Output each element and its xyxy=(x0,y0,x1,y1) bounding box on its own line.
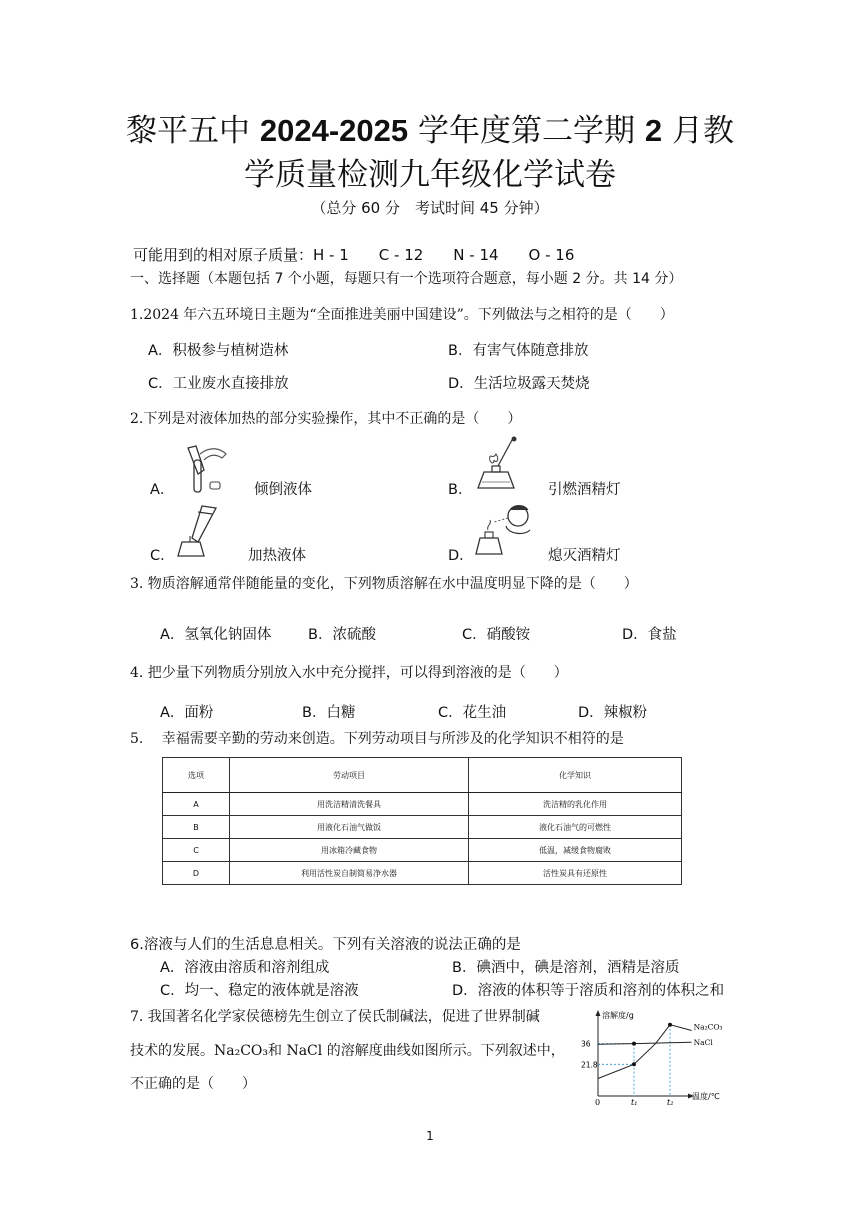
table-row xyxy=(163,816,682,839)
exam-title-line1: 黎平五中 2024-2025 学年度第二学期 2 月教 xyxy=(126,113,734,149)
q7-stem-line2: 技术的发展。Na₂CO₃和 NaCl 的溶解度曲线如图所示。下列叙述中， xyxy=(130,1043,565,1059)
q2-option-c-letter: C． xyxy=(150,548,175,564)
q2-option-d-label: 熄灭酒精灯 xyxy=(548,548,621,564)
q5-row-a-knowledge: 洗洁精的乳化作用 xyxy=(469,793,682,816)
x-tick-label: t₂ xyxy=(667,1098,674,1107)
q4-option-d: D．辣椒粉 xyxy=(578,705,648,721)
q5-row-a-option: A xyxy=(163,793,230,816)
page-number: 1 xyxy=(426,1129,434,1143)
x-tick-label: t₁ xyxy=(631,1098,638,1107)
y-tick-label: 36 xyxy=(581,1039,591,1049)
q5-stem: 5. 幸福需要辛勤的劳动来创造。下列劳动项目与所涉及的化学知识不相符的是 xyxy=(130,731,624,747)
q5-row-b-knowledge: 液化石油气的可燃性 xyxy=(469,816,682,839)
q2-stem: 2.下列是对液体加热的部分实验操作，其中不正确的是（ ） xyxy=(130,411,522,427)
data-point xyxy=(668,1023,672,1027)
q6-option-d: D．溶液的体积等于溶质和溶剂的体积之和 xyxy=(452,983,725,999)
q6-stem: 6.溶液与人们的生活息息相关。下列有关溶液的说法正确的是 xyxy=(130,937,521,953)
q1-option-a: A．积极参与植树造林 xyxy=(148,343,289,359)
q7-stem-line3: 不正确的是（ ） xyxy=(130,1076,256,1092)
exam-title-line2: 学质量检测九年级化学试卷 xyxy=(244,157,616,193)
q1-stem: 1.2024 年六五环境日主题为“全面推进美丽中国建设”。下列做法与之相符的是（ ） xyxy=(130,307,674,323)
heating-liquid-illustration xyxy=(168,502,232,562)
na2co3-curve xyxy=(598,1025,692,1079)
pouring-liquid-illustration xyxy=(170,440,234,496)
q3-option-b: B．浓硫酸 xyxy=(308,627,376,643)
q5-row-b-labor: 用液化石油气做饭 xyxy=(230,816,469,839)
q6-option-b: B．碘酒中，碘是溶剂，酒精是溶质 xyxy=(452,960,680,976)
q5-table-header-row xyxy=(163,758,682,793)
q4-option-a: A．面粉 xyxy=(160,705,214,721)
y-axis-label: 溶解度/g xyxy=(602,1011,634,1020)
table-row xyxy=(163,862,682,885)
q1-option-c: C．工业废水直接排放 xyxy=(148,376,289,392)
q2-option-a-letter: A． xyxy=(150,482,175,498)
table-row xyxy=(163,839,682,862)
y-axis-arrow xyxy=(596,1010,601,1016)
q5-row-d-labor: 利用活性炭自制简易净水器 xyxy=(230,862,469,885)
q4-stem: 4. 把少量下列物质分别放入水中充分搅拌，可以得到溶液的是（ ） xyxy=(130,665,568,681)
nacl-curve-label: NaCl xyxy=(693,1038,713,1048)
solubility-curve-chart xyxy=(580,1008,730,1108)
table-row xyxy=(163,793,682,816)
q4-option-b: B．白糖 xyxy=(302,705,356,721)
x-tick-label: 0 xyxy=(595,1098,601,1107)
section-1-heading: 一、选择题（本题包括 7 个小题，每题只有一个选项符合题意，每小题 2 分。共 14 分） xyxy=(130,271,683,287)
q5-row-c-labor: 用冰箱冷藏食物 xyxy=(230,839,469,862)
data-point xyxy=(632,1062,636,1066)
nacl-curve xyxy=(598,1042,692,1044)
q3-option-a: A．氢氧化钠固体 xyxy=(160,627,272,643)
exam-subtitle: （总分 60 分 考试时间 45 分钟） xyxy=(311,199,549,217)
q5-header-option: 选项 xyxy=(163,758,230,793)
x-axis-label: 温度/℃ xyxy=(692,1092,720,1101)
q7-stem-line1: 7. 我国著名化学家侯德榜先生创立了侯氏制碱法，促进了世界制碱 xyxy=(130,1009,540,1025)
q5-row-b-option: B xyxy=(163,816,230,839)
q2-option-c-label: 加热液体 xyxy=(248,548,306,564)
q2-option-d-letter: D． xyxy=(448,548,474,564)
y-tick-label: 21.8 xyxy=(581,1060,598,1070)
q1-option-b: B．有害气体随意排放 xyxy=(448,343,589,359)
q2-option-b-label: 引燃酒精灯 xyxy=(548,482,621,498)
q5-row-d-knowledge: 活性炭具有还原性 xyxy=(469,862,682,885)
q5-row-c-knowledge: 低温，减缓食物腐败 xyxy=(469,839,682,862)
q3-option-c: C．硝酸铵 xyxy=(462,627,531,643)
na2co3-curve-label: Na₂CO₃ xyxy=(693,1022,723,1032)
atomic-masses: 可能用到的相对原子质量：H - 1 C - 12 N - 14 O - 16 xyxy=(133,246,575,264)
q6-option-a: A．溶液由溶质和溶剂组成 xyxy=(160,960,330,976)
q5-row-d-option: D xyxy=(163,862,230,885)
q3-option-d: D．食盐 xyxy=(622,627,677,643)
q6-option-c: C．均一、稳定的液体就是溶液 xyxy=(160,983,359,999)
extinguishing-lamp-by-blowing-illustration xyxy=(468,500,534,562)
q5-header-chem-knowledge: 化学知识 xyxy=(469,758,682,793)
q2-option-b-letter: B． xyxy=(448,482,473,498)
q5-row-a-labor: 用洗洁精清洗餐具 xyxy=(230,793,469,816)
q5-row-c-option: C xyxy=(163,839,230,862)
q5-table xyxy=(162,757,682,885)
q1-option-d: D．生活垃圾露天焚烧 xyxy=(448,376,590,392)
q4-option-c: C．花生油 xyxy=(438,705,507,721)
q3-stem: 3. 物质溶解通常伴随能量的变化，下列物质溶解在水中温度明显下降的是（ ） xyxy=(130,576,638,592)
q5-header-labor-item: 劳动项目 xyxy=(230,758,469,793)
lighting-alcohol-lamp-illustration xyxy=(468,436,530,498)
q2-option-a-label: 倾倒液体 xyxy=(254,482,312,498)
data-point xyxy=(632,1042,636,1046)
